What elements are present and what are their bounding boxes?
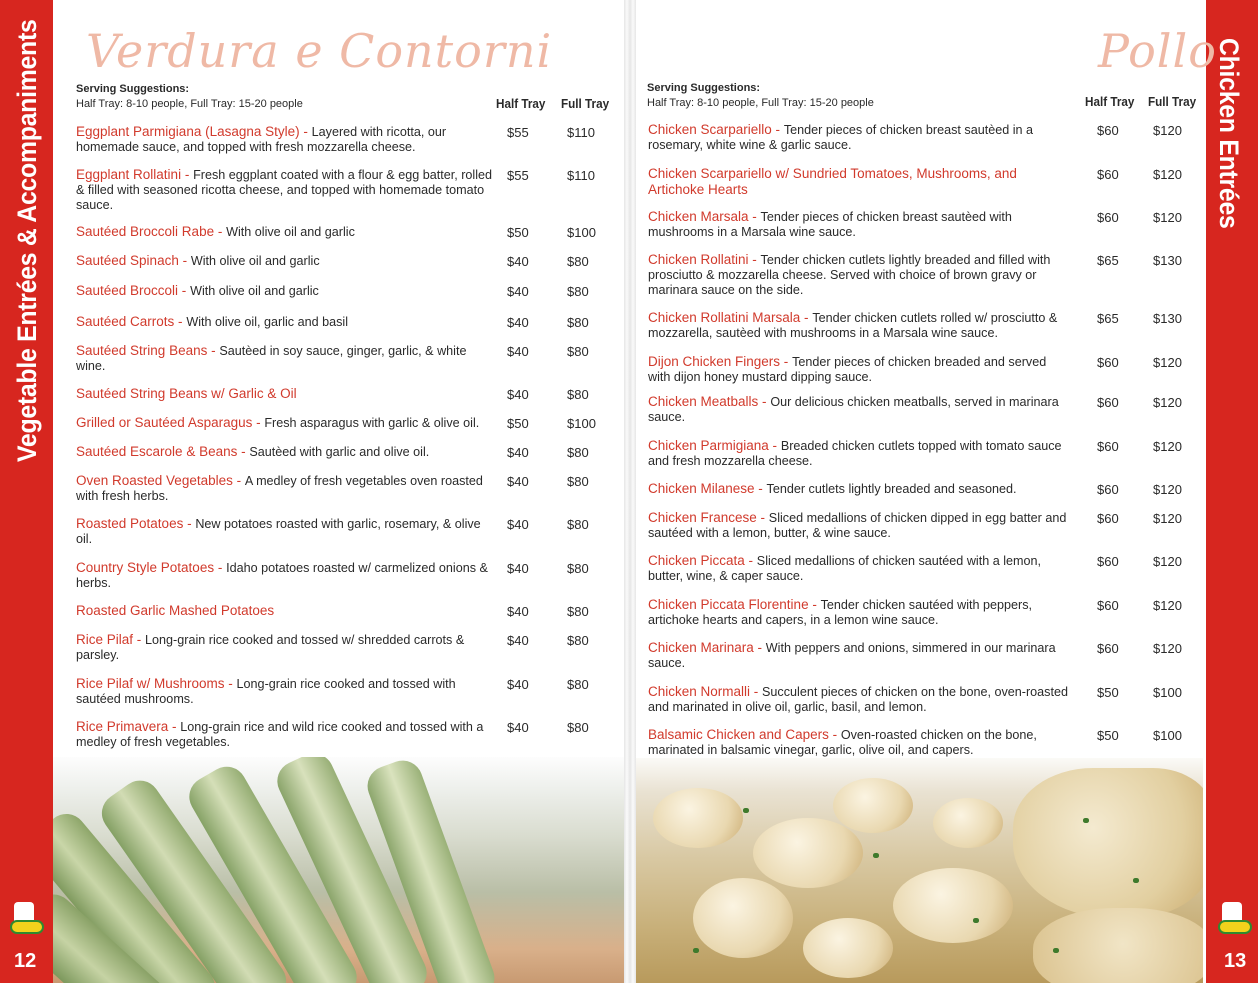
menu-item — [648, 252, 1068, 298]
half-tray-price: $40 — [507, 677, 529, 692]
full-tray-price: $120 — [1153, 395, 1182, 410]
page-number: 13 — [1224, 950, 1247, 972]
half-tray-price: $60 — [1097, 439, 1119, 454]
full-tray-price: $120 — [1153, 123, 1182, 138]
full-tray-price: $120 — [1153, 439, 1182, 454]
full-tray-price: $110 — [567, 168, 595, 183]
full-tray-price: $80 — [567, 677, 589, 692]
page-chicken — [630, 0, 1258, 983]
menu-item-description: Oven-roasted chicken on the bone, marinated in balsamic vinegar, garlic, olive oil, and capers. — [648, 728, 1037, 757]
menu-item-description: A medley of fresh vegetables oven roasted with fresh herbs. — [76, 474, 483, 503]
menu-item — [76, 283, 494, 299]
menu-item-name: Rice Pilaf - — [76, 632, 146, 647]
full-tray-price: $130 — [1153, 253, 1182, 268]
column-header-half-tray: Half Tray — [496, 96, 546, 111]
dursos-logo-icon — [8, 902, 46, 938]
menu-item-description: Tender pieces of chicken breast sautèed with mushrooms in a Marsala wine sauce. — [648, 210, 1012, 239]
menu-item-description: Sautèed with garlic and olive oil. — [249, 445, 430, 459]
menu-item — [76, 516, 494, 547]
menu-item-description: Long-grain rice cooked and tossed with sautéed mushrooms. — [76, 677, 456, 706]
full-tray-price: $80 — [567, 445, 589, 460]
menu-item-description: Tender chicken cutlets lightly breaded and filled with prosciutto & mozzarella cheese. Served with choice of brown gravy or marinara sauce on the side. — [648, 253, 1051, 297]
half-tray-price: $60 — [1097, 167, 1119, 182]
menu-item — [76, 224, 494, 240]
menu-item-description: With peppers and onions, simmered in our marinara sauce. — [648, 641, 1056, 670]
menu-item-name: Sautéed Spinach - — [76, 253, 191, 268]
serving-suggestions — [647, 81, 874, 111]
menu-item-description: New potatoes roasted with garlic, rosemary, & olive oil. — [76, 517, 481, 546]
menu-item-name: Sautéed String Beans w/ Garlic & Oil — [76, 386, 297, 401]
half-tray-price: $40 — [507, 284, 529, 299]
full-tray-price: $120 — [1153, 482, 1182, 497]
half-tray-price: $60 — [1097, 482, 1119, 497]
full-tray-price: $120 — [1153, 167, 1182, 182]
full-tray-price: $100 — [1153, 728, 1182, 743]
chicken-piece — [1013, 768, 1203, 918]
menu-item-name: Chicken Milanese - — [648, 481, 767, 496]
side-title: Vegetable Entrées & Accompaniments — [12, 19, 42, 463]
menu-item — [76, 124, 494, 155]
menu-item-description: Tender cutlets lightly breaded and seasoned. — [766, 482, 1017, 496]
menu-item-description: Tender chicken cutlets rolled w/ prosciutto & mozzarella, sautèed with mushrooms in a Marsala wine sauce. — [648, 311, 1058, 340]
menu-item-name: Chicken Scarpariello - — [648, 122, 784, 137]
half-tray-price: $60 — [1097, 355, 1119, 370]
half-tray-price: $40 — [507, 633, 529, 648]
menu-item — [76, 314, 494, 330]
column-header-half-tray: Half Tray — [1085, 94, 1135, 109]
full-tray-price: $110 — [567, 125, 595, 140]
menu-item-description: With olive oil and garlic — [190, 284, 319, 298]
menu-item — [76, 473, 494, 504]
menu-item-name: Sautéed Broccoli - — [76, 283, 191, 298]
menu-item-description: Sliced medallions of chicken sautéed with a lemon, butter, wine, & caper sauce. — [648, 554, 1042, 583]
menu-item-description: Long-grain rice cooked and tossed w/ shredded carrots & parsley. — [76, 633, 465, 662]
menu-item-description: Fresh asparagus with garlic & olive oil. — [264, 416, 480, 430]
full-tray-price: $120 — [1153, 355, 1182, 370]
menu-item-description: With olive oil, garlic and basil — [186, 315, 349, 329]
menu-item-name: Country Style Potatoes - — [76, 560, 227, 575]
menu-item-description: Fresh eggplant coated with a flour & egg batter, rolled & filled with seasoned ricotta cheese, and topped with homemade tomato sauce. — [76, 168, 493, 212]
menu-item — [648, 310, 1068, 341]
menu-item — [648, 684, 1068, 715]
full-tray-price: $120 — [1153, 598, 1182, 613]
menu-item-name: Chicken Francese - — [648, 510, 769, 525]
menu-item — [648, 354, 1068, 385]
menu-item-name: Rice Primavera - — [76, 719, 181, 734]
dursos-logo-icon — [1216, 902, 1254, 938]
menu-item-name: Sautéed String Beans - — [76, 343, 220, 358]
menu-item — [76, 253, 494, 269]
half-tray-price: $55 — [507, 125, 529, 140]
menu-item-name: Chicken Parmigiana - — [648, 438, 781, 453]
full-tray-price: $80 — [567, 315, 589, 330]
menu-item — [648, 640, 1068, 671]
menu-item-name: Chicken Rollatini Marsala - — [648, 310, 813, 325]
menu-item — [648, 122, 1068, 153]
menu-item-description: With olive oil and garlic — [226, 225, 355, 239]
menu-item — [648, 510, 1068, 541]
menu-item-description: Our delicious chicken meatballs, served in marinara sauce. — [648, 395, 1059, 424]
asparagus-photo — [53, 757, 630, 983]
book-spine — [630, 0, 636, 983]
menu-item-name: Balsamic Chicken and Capers - — [648, 727, 841, 742]
full-tray-price: $80 — [567, 517, 589, 532]
half-tray-price: $50 — [1097, 728, 1119, 743]
menu-item — [76, 444, 494, 460]
half-tray-price: $50 — [507, 416, 529, 431]
menu-item — [76, 167, 494, 213]
half-tray-price: $60 — [1097, 598, 1119, 613]
full-tray-price: $80 — [567, 387, 589, 402]
half-tray-price: $60 — [1097, 123, 1119, 138]
full-tray-price: $100 — [567, 225, 596, 240]
side-title: Chicken Entrées — [1214, 38, 1244, 229]
full-tray-price: $80 — [567, 344, 589, 359]
menu-item — [76, 415, 494, 431]
menu-item-name: Roasted Potatoes - — [76, 516, 196, 531]
menu-item — [648, 209, 1068, 240]
menu-item — [76, 603, 494, 619]
full-tray-price: $120 — [1153, 554, 1182, 569]
section-script-title: Pollo — [1098, 24, 1217, 78]
full-tray-price: $120 — [1153, 210, 1182, 225]
menu-item-description: Sautèed in soy sauce, ginger, garlic, & white wine. — [76, 344, 467, 373]
serving-label: Serving Suggestions: — [76, 83, 190, 95]
menu-item-name: Sautéed Escarole & Beans - — [76, 444, 250, 459]
full-tray-price: $80 — [567, 284, 589, 299]
menu-item-name: Roasted Garlic Mashed Potatoes — [76, 603, 275, 618]
full-tray-price: $80 — [567, 254, 589, 269]
full-tray-price: $80 — [567, 633, 589, 648]
full-tray-price: $120 — [1153, 641, 1182, 656]
page-number: 12 — [14, 950, 37, 972]
full-tray-price: $100 — [567, 416, 596, 431]
menu-item-name: Chicken Piccata Florentine - — [648, 597, 821, 612]
menu-item — [648, 727, 1068, 758]
menu-item — [648, 394, 1068, 425]
serving-suggestions — [76, 82, 303, 112]
half-tray-price: $40 — [507, 474, 529, 489]
menu-item-name: Dijon Chicken Fingers - — [648, 354, 793, 369]
menu-item-description: Tender chicken sautéed with peppers, artichoke hearts and capers, in a lemon wine sauce. — [648, 598, 1033, 627]
half-tray-price: $40 — [507, 254, 529, 269]
menu-item-description: Succulent pieces of chicken on the bone, oven-roasted and marinated in olive oil, garlic, basil, and lemon. — [648, 685, 1068, 714]
menu-item-name: Chicken Marsala - — [648, 209, 761, 224]
column-header-full-tray: Full Tray — [561, 96, 610, 111]
menu-item-name: Chicken Scarpariello w/ Sundried Tomatoes, Mushrooms, and Artichoke Hearts — [648, 166, 1017, 197]
serving-text: Half Tray: 8-10 people, Full Tray: 15-20 people — [76, 98, 303, 110]
chicken-piece — [1033, 908, 1203, 983]
menu-item-description: Idaho potatoes roasted w/ carmelized onions & herbs. — [76, 561, 488, 590]
half-tray-price: $60 — [1097, 554, 1119, 569]
full-tray-price: $100 — [1153, 685, 1182, 700]
half-tray-price: $60 — [1097, 511, 1119, 526]
full-tray-price: $80 — [567, 720, 589, 735]
menu-item-name: Oven Roasted Vegetables - — [76, 473, 245, 488]
half-tray-price: $60 — [1097, 395, 1119, 410]
full-tray-price: $80 — [567, 474, 589, 489]
menu-item — [648, 438, 1068, 469]
menu-item-description: Long-grain rice and wild rice cooked and tossed with a medley of fresh vegetables. — [76, 720, 484, 749]
menu-item-name: Eggplant Parmigiana (Lasagna Style) - — [76, 124, 312, 139]
menu-item — [648, 553, 1068, 584]
menu-item — [76, 386, 494, 402]
menu-item — [76, 676, 494, 707]
half-tray-price: $40 — [507, 445, 529, 460]
menu-item-name: Sautéed Broccoli Rabe - — [76, 224, 227, 239]
menu-item — [648, 597, 1068, 628]
half-tray-price: $60 — [1097, 641, 1119, 656]
menu-item-description: Tender pieces of chicken breaded and served with dijon honey mustard dipping sauce. — [648, 355, 1047, 384]
half-tray-price: $40 — [507, 561, 529, 576]
half-tray-price: $40 — [507, 315, 529, 330]
half-tray-price: $40 — [507, 720, 529, 735]
half-tray-price: $40 — [507, 344, 529, 359]
serving-label: Serving Suggestions: — [647, 82, 761, 94]
menu-item-name: Chicken Rollatini - — [648, 252, 761, 267]
menu-item-name: Chicken Meatballs - — [648, 394, 771, 409]
menu-item — [648, 166, 1068, 198]
chicken-mushroom-photo — [633, 758, 1203, 983]
menu-item — [76, 560, 494, 591]
half-tray-price: $50 — [1097, 685, 1119, 700]
full-tray-price: $120 — [1153, 511, 1182, 526]
full-tray-price: $130 — [1153, 311, 1182, 326]
menu-item-name: Chicken Marinara - — [648, 640, 766, 655]
menu-item-name: Eggplant Rollatini - — [76, 167, 194, 182]
full-tray-price: $80 — [567, 561, 589, 576]
half-tray-price: $65 — [1097, 253, 1119, 268]
half-tray-price: $40 — [507, 517, 529, 532]
menu-item-name: Chicken Normalli - — [648, 684, 763, 699]
menu-item-name: Grilled or Sautéed Asparagus - — [76, 415, 265, 430]
serving-text: Half Tray: 8-10 people, Full Tray: 15-20 people — [647, 97, 874, 109]
half-tray-price: $60 — [1097, 210, 1119, 225]
half-tray-price: $50 — [507, 225, 529, 240]
menu-item-description: With olive oil and garlic — [190, 254, 320, 268]
section-script-title: Verdura e Contorni — [86, 24, 553, 78]
menu-item-name: Rice Pilaf w/ Mushrooms - — [76, 676, 237, 691]
half-tray-price: $65 — [1097, 311, 1119, 326]
menu-item-name: Chicken Piccata - — [648, 553, 757, 568]
half-tray-price: $40 — [507, 387, 529, 402]
menu-item — [648, 481, 1068, 497]
half-tray-price: $55 — [507, 168, 529, 183]
menu-item-description: Tender pieces of chicken breast sautèed in a rosemary, white wine & garlic sauce. — [648, 123, 1034, 152]
full-tray-price: $80 — [567, 604, 589, 619]
half-tray-price: $40 — [507, 604, 529, 619]
menu-item-description: Breaded chicken cutlets topped with tomato sauce and fresh mozzarella cheese. — [648, 439, 1062, 468]
menu-item-description: Sliced medallions of chicken dipped in egg batter and sautéed with a lemon, butter, & wine sauce. — [648, 511, 1067, 540]
menu-item — [76, 632, 494, 663]
menu-item-description: Layered with ricotta, our homemade sauce, and topped with fresh mozzarella cheese. — [76, 125, 447, 154]
menu-item — [76, 719, 494, 750]
column-header-full-tray: Full Tray — [1148, 94, 1197, 109]
menu-item — [76, 343, 494, 374]
menu-item-name: Sautéed Carrots - — [76, 314, 187, 329]
